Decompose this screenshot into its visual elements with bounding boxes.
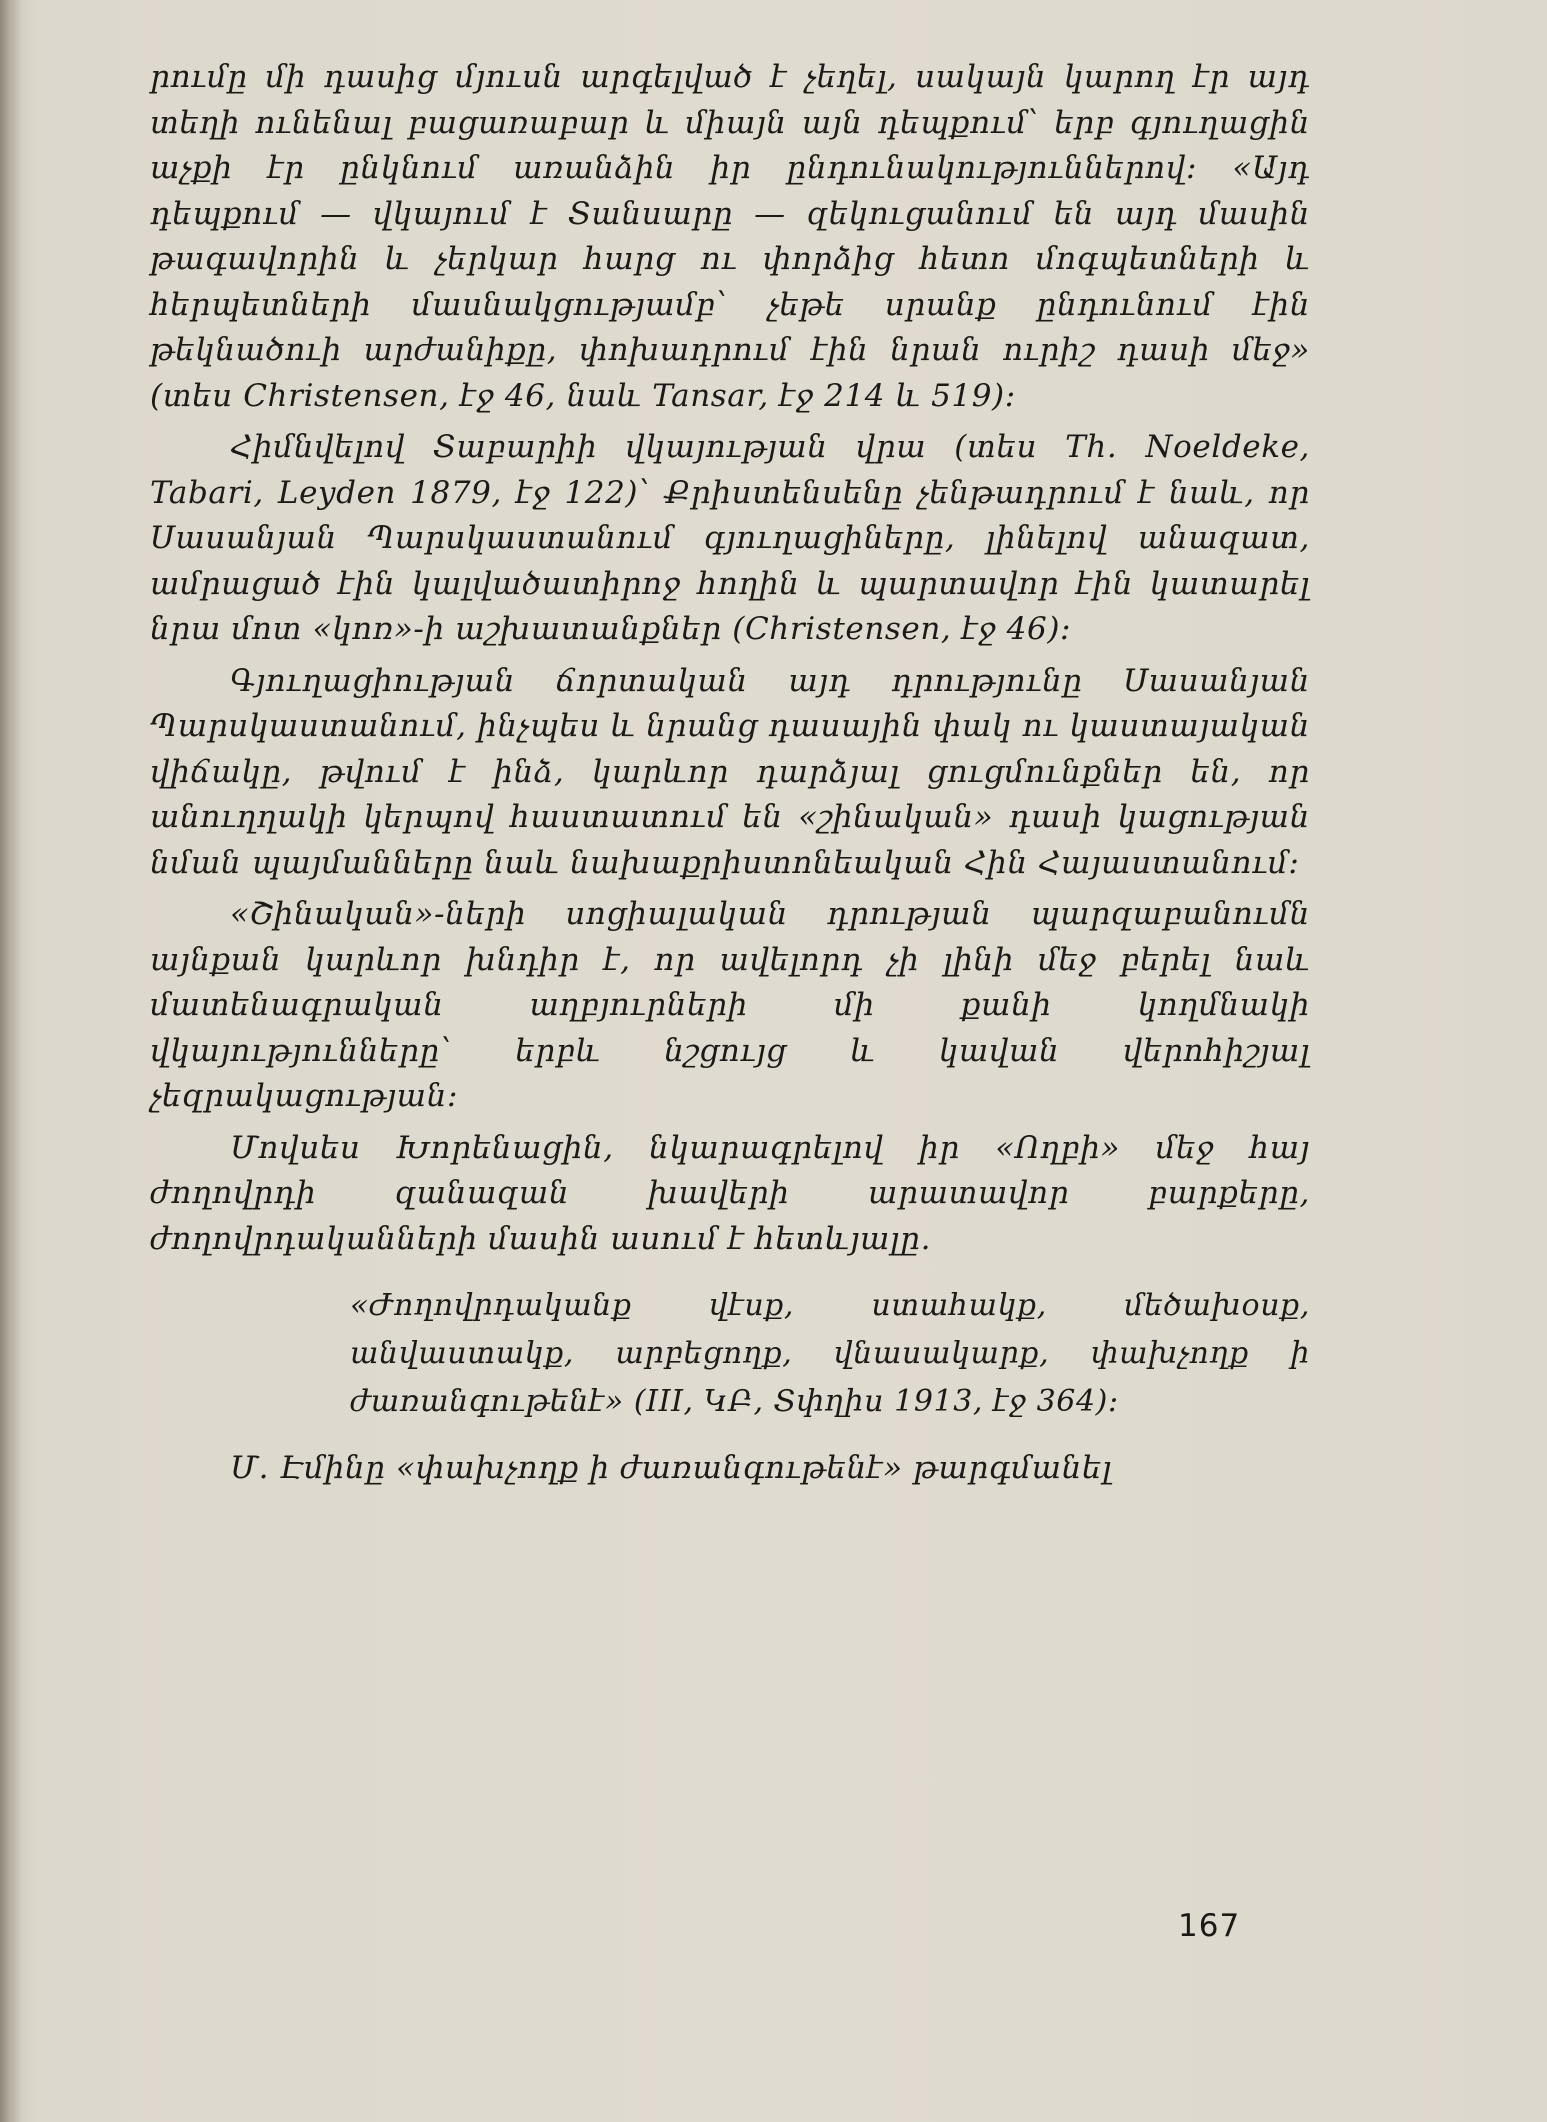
block-quote: «Ժողովրդականք վէսք, ստահակք, մեծախօսք, անվաստակք, արբեցողք, վնասակարք, փախչողք ի ժառանգութենէ» (III, ԿԲ, Տփղիս 1913, էջ 364)։ <box>350 1288 1310 1419</box>
page-body-text <box>150 55 1310 1492</box>
page-number: 167 <box>1178 1908 1241 1944</box>
paragraph-3: Գյուղացիության ճորտական այդ դրությունը Սասանյան Պարսկաստանում, ինչպես և նրանց դասային փակ ու կաստայական վիճակը, թվում է ինձ, կարևոր դարձյալ ցուցմունքներ են, որ անուղղակի կերպով հաստատում են «շինական» դասի կացության նման պայմանները նաև նախաքրիստոնեական Հին Հայաստանում։ <box>150 662 1310 881</box>
book-binding-shadow <box>0 0 22 2122</box>
paragraph-4: «Շինական»-ների սոցիալական դրության պարզաբանումն այնքան կարևոր խնդիր է, որ ավելորդ չի լինի մեջ բերել նաև մատենագրական աղբյուրների մի քանի կողմնակի վկայությունները՝ երբև նշցույց և կավան վերոհիշյալ չեզրակացության։ <box>150 896 1310 1114</box>
paragraph-6: Մ․ Էմինը «փախչողք ի ժառանգութենէ» թարգմանել <box>230 1450 1113 1486</box>
paragraph-1: րումը մի դասից մյուսն արգելված է չեղել, սակայն կարող էր այդ տեղի ունենալ բացառաբար և միայն այն դեպքում՝ երբ գյուղացին աչքի էր ընկնում առանձին իր ընդունակություններով։ «Այդ դեպքում — վկայում է Տանսարը — զեկուցանում են այդ մասին թագավորին և չերկար հարց ու փորձից հետո մոգպետների և հերպետների մասնակցությամբ՝ չեթե սրանք ընդունում էին թեկնածուի արժանիքը, փոխադրում էին նրան ուրիշ դասի մեջ» (տես Christensen, էջ 46, նաև Tansar, էջ 214 և 519)։ <box>150 59 1310 414</box>
paragraph-2: Հիմնվելով Տաբարիի վկայության վրա (տես Th. Noeldeke, Tabari, Leyden 1879, էջ 122)՝ Քրիստենսենը չենթադրում է նաև, որ Սասանյան Պարսկաստանում գյուղացիները, լինելով անազատ, ամրացած էին կալվածատիրոջ հողին և պարտավոր էին կատարել նրա մոտ «կոռ»-ի աշխատանքներ (Christensen, էջ 46)։ <box>150 429 1310 647</box>
paragraph-5: Մովսես Խորենացին, նկարագրելով իր «Ողբի» մեջ հայ ժողովրդի զանազան խավերի արատավոր բարքերը, ժողովրդականների մասին ասում է հետևյալը․ <box>150 1129 1310 1257</box>
